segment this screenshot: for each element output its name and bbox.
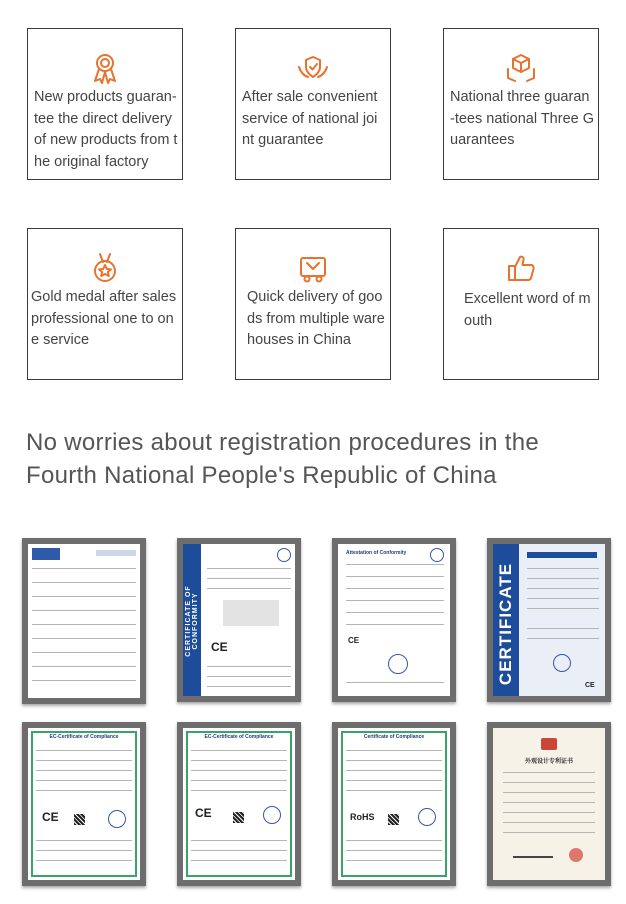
- certificate-frame: [22, 538, 146, 704]
- feature-card: [443, 228, 599, 380]
- feature-card: [235, 228, 391, 380]
- shield-hands-icon: [236, 51, 390, 87]
- certificate-document: [28, 544, 140, 698]
- feature-card: [235, 28, 391, 180]
- certificate-document: EC-Certificate of Compliance CE: [28, 728, 140, 880]
- certificate-band: CERTIFICATE: [493, 544, 519, 696]
- rohs-mark: RoHS: [350, 812, 375, 822]
- certificate-document: 外观设计专利证书: [493, 728, 605, 880]
- feature-text: National three guaran-tees national Three Guarantees: [450, 89, 595, 148]
- certificate-frame: [487, 538, 611, 702]
- certificate-document: EC-Certificate of Compliance CE: [183, 728, 295, 880]
- certificate-document: Certificate of Compliance RoHS: [338, 728, 450, 880]
- certificate-frame: [332, 538, 456, 702]
- certificate-band: CERTIFICATE OF CONFORMITY: [183, 544, 201, 696]
- thumbs-up-icon: [444, 251, 598, 287]
- feature-text: Excellent word of mouth: [464, 291, 591, 329]
- ce-mark: CE: [42, 810, 59, 824]
- certificate-document: [183, 544, 295, 696]
- package-hands-icon: [444, 51, 598, 87]
- certificate-frame: [332, 722, 456, 886]
- certificate-frame: [487, 722, 611, 886]
- ce-mark: CE: [195, 806, 212, 820]
- feature-card: [27, 28, 183, 180]
- feature-text: After sale convenient service of national joi nt guarantee: [242, 89, 378, 148]
- medal-star-icon: [28, 251, 182, 287]
- feature-text: Quick delivery of goods from multiple warehouses in China: [247, 289, 385, 348]
- certificate-frame: [177, 538, 301, 702]
- certificate-document: [493, 544, 605, 696]
- feature-card: [27, 228, 183, 380]
- feature-text: New products guaran-tee the direct delivery of new products from the original factory: [34, 89, 178, 170]
- feature-text: Gold medal after sales professional one to one service: [31, 289, 177, 348]
- ce-mark: CE: [585, 682, 595, 689]
- certificate-frame: [177, 722, 301, 886]
- certificate-frame: [22, 722, 146, 886]
- ce-mark: CE: [211, 640, 228, 654]
- ribbon-award-icon: [28, 51, 182, 87]
- feature-card: [443, 28, 599, 180]
- delivery-truck-icon: [236, 251, 390, 287]
- certificate-document: Attestation of Conformity CE: [338, 544, 450, 696]
- ce-mark: CE: [348, 636, 360, 645]
- section-heading: No worries about registration procedures in the Fourth National People's Republic of China: [26, 429, 540, 489]
